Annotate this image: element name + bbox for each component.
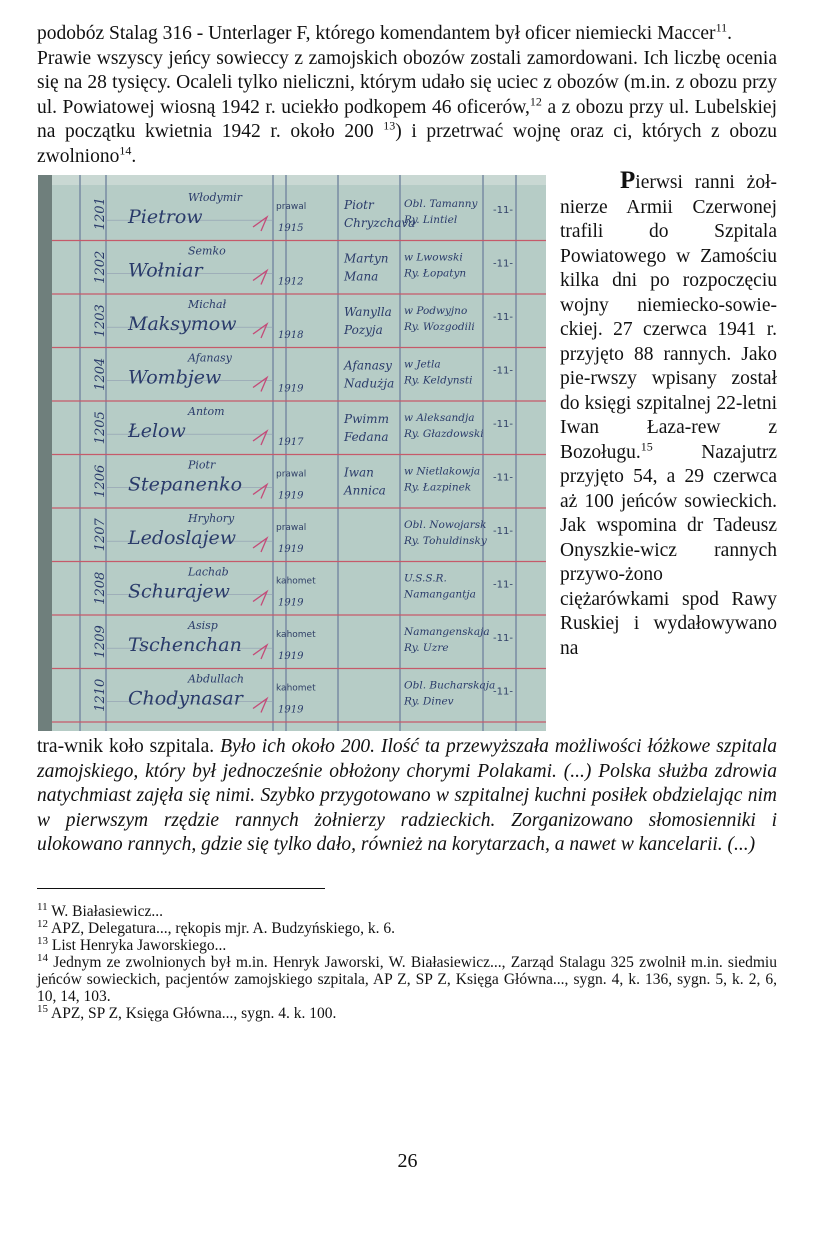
ditto-mark: -11-: [493, 419, 513, 430]
drop-capital: P: [620, 167, 636, 194]
footnote-ref-15[interactable]: 15: [640, 439, 653, 453]
first-name: Michał: [188, 298, 227, 311]
place-line-2: Ry. Łazpinek: [404, 481, 472, 494]
row-number: 1205: [93, 411, 108, 445]
place-line-1: w Nietlakowja: [404, 465, 481, 478]
note: kahomet: [276, 630, 316, 640]
place-line-1: Obl. Bucharskaja: [404, 679, 496, 692]
intro-paragraph-2: Prawie wszyscy jeńcy sowieccy z zamojskich obozów zostali zamordowani. Ich liczbę ocenia się na 28 tysięcy. Ocaleli tylko nieliczni, którym udało się uciec z obozów (m.in. z obozu przy ul. Powiatowej wiosną 1942 r. uciekło podkopem 46 oficerów,$^{12}$ a z obozu przy ul. Lubelskiej na początku kwietnia 1942 r. około 200 $^{13}$) i przetrwać wojnę oraz ci, których z obozu zwolniono$^{14}$.: [37, 47, 777, 167]
row-number: 1202: [93, 250, 108, 284]
birth-date: 1919: [278, 597, 304, 609]
ditto-mark: -11-: [493, 365, 513, 377]
place-line-2: Ry. Tohuldinsky: [404, 535, 487, 547]
continuation-paragraph: tra-wnik koło szpitala. Było ich około 200. Ilość ta przewyższała możliwości łóżkowe szpitala zamojskiego, który był jednocześnie obłożony chorymi Polakami. (...) Polska służba zdrowia natychmiast zajęła się nimi. Szybko przygotowano w szpitalnej kuchni posiłek obdzielając nim w pierwszym rzędzie rannych żołnierzy radzieckich. Zorganizowano słomosienniki i ulokowano rannych, gdzie się tylko dało, również na korytarzach, a nawet w kancelarii. (...): [37, 736, 777, 855]
place-line-1: Obl. Tamanny: [404, 198, 478, 210]
place-line-2: Ry. Głazdowski: [404, 428, 484, 440]
first-name: Hryhory: [188, 512, 235, 525]
first-name: Piotr: [188, 458, 216, 472]
note: prawal: [276, 469, 307, 480]
birth-date: 1919: [278, 544, 304, 555]
place-line-2: Ry. Dinev: [404, 695, 454, 708]
row-number: 1210: [93, 678, 108, 712]
place-line-2: Ry. Uzre: [404, 642, 449, 654]
birth-date: 1912: [278, 276, 304, 288]
father-name: Iwan: [344, 465, 374, 480]
first-name: Abdullach: [188, 672, 244, 686]
ditto-mark: -11-: [493, 472, 513, 484]
place-line-1: w Lwowski: [404, 251, 463, 264]
first-name: Włodymir: [188, 191, 242, 204]
birth-date: 1919: [278, 490, 304, 502]
place-line-1: w Aleksandja: [404, 412, 475, 424]
place-line-2: Ry. Łopatyn: [404, 267, 467, 280]
note: kahomet: [276, 576, 316, 587]
page-number: 26: [397, 1150, 418, 1172]
place-line-1: w Jetla: [404, 358, 441, 371]
row-number: 1204: [93, 357, 108, 391]
row-number: 1201: [93, 197, 108, 231]
footnote-ref-14[interactable]: 14: [119, 143, 132, 157]
place-line-2: Namangantja: [404, 588, 476, 601]
father-name: Martyn: [344, 251, 389, 266]
footnote-13: $^{13}$ List Henryka Jaworskiego...: [37, 934, 227, 954]
mother-name: Nadużja: [344, 376, 395, 391]
place-line-1: Namangenskaja: [404, 626, 490, 638]
footnote-ref-12[interactable]: 12: [529, 94, 542, 108]
paper-background: [38, 175, 546, 731]
footnote-14: $^{14}$ Jednym ze zwolnionych był m.in. Henryk Jaworski, W. Białasiewicz..., Zarząd Stalagu 325 zwolnił m.in. siedmiu jeńców sowieckich, pacjentów zamojskiego szpitala, AP Z, SP Z, Księga Główna..., sygn. 4, k. 136, sygn. 5, k. 2, 6, 10, 14, 103.: [37, 951, 777, 1005]
surname: Chodynasar: [128, 687, 243, 710]
row-number: 1207: [93, 518, 108, 552]
surname: Stepanenko: [128, 473, 243, 496]
place-line-1: Obl. Nowojarsk: [404, 519, 487, 531]
first-name: Asisp: [188, 619, 218, 632]
first-name: Afanasy: [188, 351, 232, 365]
note: prawal: [276, 523, 307, 533]
birth-date: 1915: [278, 223, 304, 234]
place-line-2: Ry. Lintiel: [404, 214, 458, 226]
mother-name: Annica: [344, 483, 386, 498]
surname: Wombjew: [128, 366, 222, 389]
surname: Maksymow: [128, 313, 237, 335]
footnote-ref-11[interactable]: 11: [715, 20, 728, 35]
birth-date: 1918: [278, 330, 304, 341]
hospital-register-photo: [38, 175, 546, 731]
page-shadow: [38, 175, 52, 731]
surname: Wołniar: [128, 259, 203, 282]
place-line-1: w Podwyjno: [404, 305, 468, 317]
father-name: Wanylla: [344, 305, 392, 319]
birth-date: 1919: [278, 704, 304, 716]
row-number: 1206: [93, 464, 108, 498]
ditto-mark: -11-: [493, 579, 513, 591]
ditto-mark: -11-: [493, 633, 513, 644]
footnote-11: $^{11}$ W. Białasiewicz...: [37, 900, 163, 920]
surname: Pietrow: [128, 206, 203, 228]
figure-with-text: [37, 169, 777, 858]
mother-name: Pozyja: [344, 323, 383, 337]
header-strip: [52, 175, 546, 185]
row-number: 1203: [93, 304, 108, 338]
ditto-mark: -11-: [493, 205, 513, 216]
ditto-mark: -11-: [493, 312, 513, 323]
place-line-2: Ry. Keldynsti: [404, 374, 473, 387]
note: kahomet: [276, 683, 316, 694]
first-name: Antom: [188, 405, 225, 418]
intro-paragraph-1: podobóz Stalag 316 - Unterlager F, którego komendantem był oficer niemiecki Maccer$^{11}$.: [37, 20, 732, 44]
footnotes: [37, 900, 777, 1022]
side-paragraph: Pierwsi ranni żoł-nierze Armii Czerwonej trafili do Szpitala Powiatowego w Zamościu kilka dni po rozpoczęciu wojny niemiecko-sowie-ckiej. 27 czerwca 1941 r. przyjęto 88 rannych. Jako pie-rwszy wpisany został do księgi szpitalnej 22-letni Iwan Łaza-rew z Bozoługu.$^{15}$ Nazajutrz przyjęto 54, a 29 czerwca aż 100 jeńców sowieckich. Jak wspomina dr Tadeusz Onyszkie-wicz rannych przywo-żono ciężarówkami spod Rawy Ruskiej i wydałowywano na: [560, 167, 777, 659]
place-line-1: U.S.S.R.: [404, 572, 447, 585]
footnote-12: $^{12}$ APZ, Delegatura..., rękopis mjr. A. Budzyńskiego, k. 6.: [37, 917, 395, 937]
place-line-2: Ry. Wozgodili: [404, 321, 475, 333]
birth-date: 1919: [278, 383, 304, 395]
ditto-mark: -11-: [493, 686, 513, 698]
surname: Schurajew: [128, 580, 230, 603]
footnote-15: $^{15}$ APZ, SP Z, Księga Główna..., sygn. 4. k. 100.: [37, 1002, 337, 1022]
memoir-quote: Było ich około 200. Ilość ta przewyższała możliwości łóżkowe szpitala zamojskiego, który był jednocześnie obłożony chorymi Polakami. (...) Polska służba zdrowia natychmiast zajęła się nimi. Szybko przygotowano w szpitalnej kuchni posiłek obdzielając nim w pierwszym rzędzie rannych żołnierzy radzieckich. Zorganizowano słomosienniki i ulokowano rannych, gdzie się tylko dało, również na korytarzach, a nawet w kancelarii. (...): [37, 736, 777, 855]
row-number: 1209: [93, 625, 108, 659]
row-number: 1208: [93, 571, 108, 605]
mother-name: Chryzchava: [344, 216, 416, 230]
mother-name: Fedana: [344, 430, 389, 444]
mother-name: Mana: [344, 269, 379, 284]
first-name: Lachab: [188, 565, 229, 579]
document-page: [37, 22, 777, 1022]
birth-date: 1917: [278, 437, 304, 448]
ditto-mark: -11-: [493, 526, 513, 537]
father-name: Afanasy: [344, 358, 392, 373]
ditto-mark: -11-: [493, 258, 513, 270]
footnote-ref-13[interactable]: 13: [383, 118, 396, 133]
footnote-separator: [37, 888, 325, 889]
father-name: Pwimm: [344, 412, 389, 426]
surname: Tschenchan: [128, 634, 242, 656]
note: prawal: [276, 202, 307, 212]
surname: Łelow: [128, 420, 186, 442]
first-name: Semko: [188, 244, 226, 258]
birth-date: 1919: [278, 651, 304, 662]
register-page-image: [38, 175, 546, 731]
father-name: Piotr: [344, 198, 374, 212]
surname: Ledoslajew: [128, 527, 237, 549]
